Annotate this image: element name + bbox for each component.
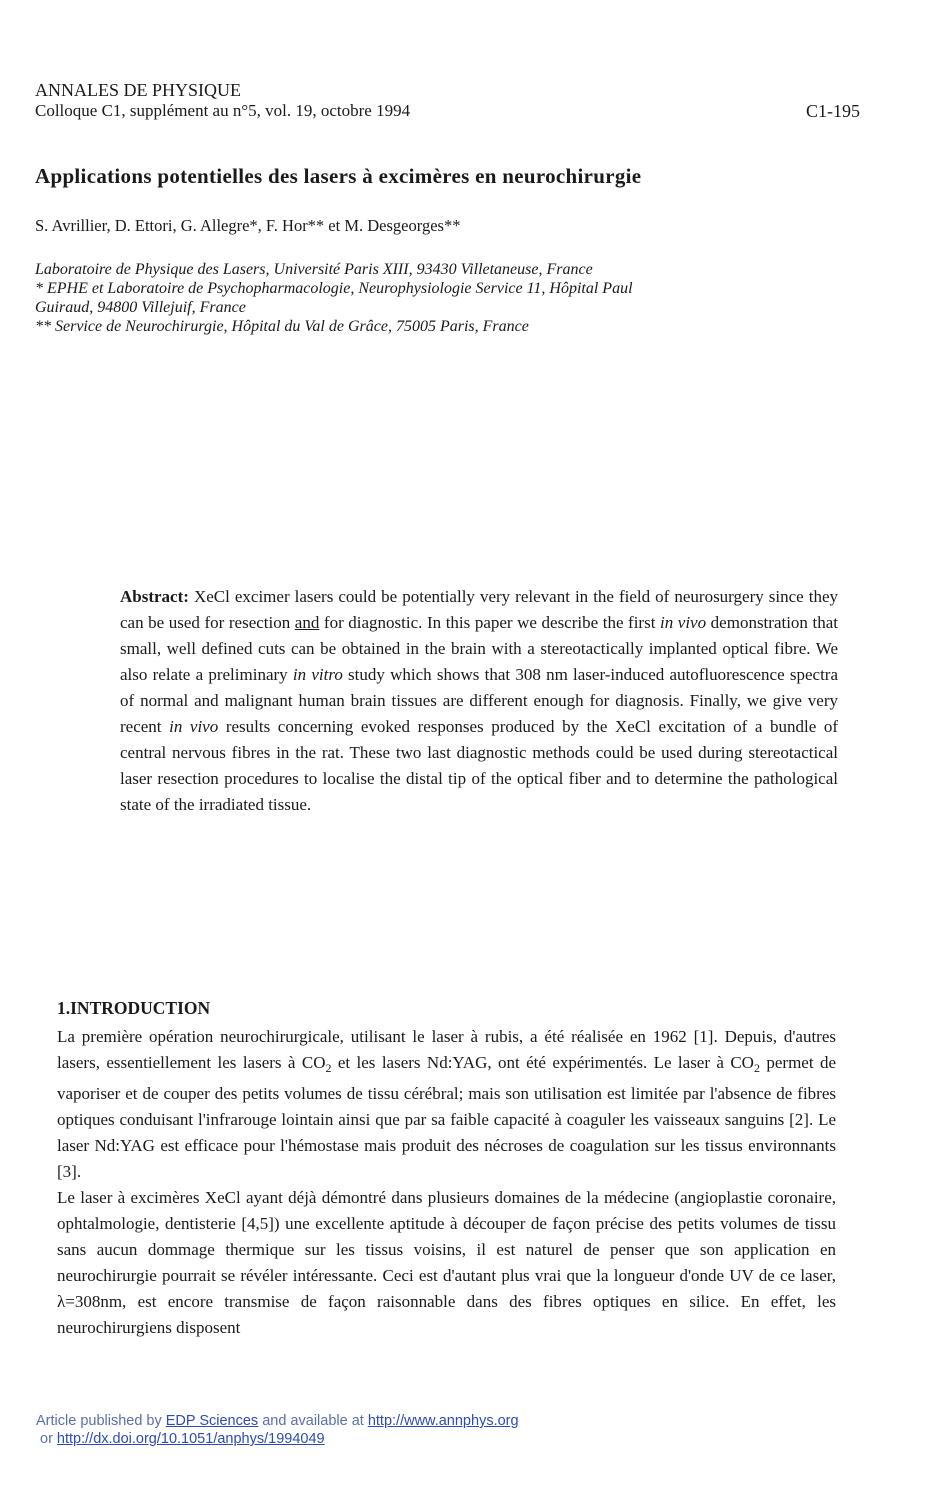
affiliation-line: ** Service de Neurochirurgie, Hôpital du Val de Grâce, 75005 Paris, France	[35, 318, 529, 335]
abstract-text: demonstration that small, well defined cuts can be obtained in the brain with a stereotactically implanted optical fibre. We also relate a preliminary	[120, 613, 838, 684]
paragraph: Le laser à excimères XeCl ayant déjà démontré dans plusieurs domaines de la médecine (angioplastie coronaire, ophtalmologie, dentisterie [4,5]) une excellente aptitude à découper de façon précise des petits volumes de tissu sans aucun dommage thermique sur les tissus voisins, il est naturel de penser que son application en neurochirurgie pourrait se révéler intéressante. Ceci est d'autant plus vrai que la longueur d'onde UV de ce laser, λ=308nm, est encore transmise de façon raisonnable dans des fibres optiques en silice. En effet, les neurochirurgiens disposent	[57, 1188, 836, 1337]
subscript: 2	[753, 1061, 760, 1075]
footer-line	[36, 1430, 519, 1448]
abstract-italic: in vivo	[169, 717, 219, 736]
abstract-italic: in vivo	[660, 613, 707, 632]
journal-issue: Colloque C1, supplément au n°5, vol. 19, octobre 1994	[35, 101, 411, 120]
paragraph-text: La première opération neurochirurgicale, utilisant le laser à rubis, a été réalisée en 1962 [1]. Depuis, d'autres lasers, essentiellement les lasers à CO	[57, 1027, 836, 1072]
affiliation-line: Guiraud, 94800 Villejuif, France	[35, 299, 246, 316]
affiliation-line: Laboratoire de Physique des Lasers, Université Paris XIII, 93430 Villetaneuse, France	[35, 261, 593, 278]
abstract-text: for diagnostic. In this paper we describe the first	[319, 613, 660, 632]
affiliations	[35, 260, 855, 336]
abstract-text: study which shows that 308 nm laser-induced autofluorescence spectra of normal and malignant human brain tissues are different enough for diagnosis. Finally, we give very recent	[120, 665, 838, 736]
abstract-text: results concerning evoked responses produced by the XeCl excitation of a bundle of central nervous fibres in the rat. These two last diagnostic methods could be used during stereotactical laser resection procedures to localise the distal tip of the optical fiber and to determine the pathological state of the irradiated tissue.	[120, 717, 838, 814]
publication-footer	[36, 1412, 519, 1448]
journal-name: ANNALES DE PHYSIQUE	[35, 80, 241, 100]
introduction-body	[57, 1024, 836, 1341]
abstract-label: Abstract:	[120, 587, 189, 606]
abstract-text: XeCl excimer lasers could be potentially very relevant in the field of neurosurgery since they can be used for resection	[120, 587, 838, 632]
footer-text: and available at	[258, 1413, 368, 1429]
abstract-emphasis: and	[294, 613, 320, 632]
publisher-link[interactable]: EDP Sciences	[165, 1413, 259, 1429]
footer-text: or	[40, 1431, 57, 1447]
section-heading: 1.INTRODUCTION	[57, 998, 211, 1018]
footer-text: Article published by	[36, 1413, 166, 1429]
affiliation-line: * EPHE et Laboratoire de Psychopharmacologie, Neurophysiologie Service 11, Hôpital Paul	[35, 280, 633, 297]
abstract	[120, 584, 838, 818]
journal-url-link[interactable]: http://www.annphys.org	[367, 1413, 519, 1429]
abstract-italic: in vitro	[292, 665, 343, 684]
paragraph	[57, 1024, 836, 1185]
paragraph-text: et les lasers Nd:YAG, ont été expérimentés. Le laser à CO	[331, 1053, 754, 1072]
paragraph-text: permet de vaporiser et de couper des petits volumes de tissu cérébral; mais son utilisation est limitée par l'absence de fibres optiques conduisant l'infrarouge lointain ainsi que par sa faible capacité à coaguler les vaisseaux sanguins [2]. Le laser Nd:YAG est efficace pour l'hémostase mais produit des nécroses de coagulation sur les tissus environnants [3].	[57, 1053, 836, 1181]
subscript: 2	[325, 1061, 332, 1075]
page-number: C1-195	[806, 101, 860, 121]
paper-title: Applications potentielles des lasers à excimères en neurochirurgie	[35, 164, 642, 188]
footer-line	[36, 1412, 519, 1430]
doi-link[interactable]: http://dx.doi.org/10.1051/anphys/1994049	[56, 1431, 325, 1447]
author-list: S. Avrillier, D. Ettori, G. Allegre*, F. Hor** et M. Desgeorges**	[35, 216, 461, 235]
